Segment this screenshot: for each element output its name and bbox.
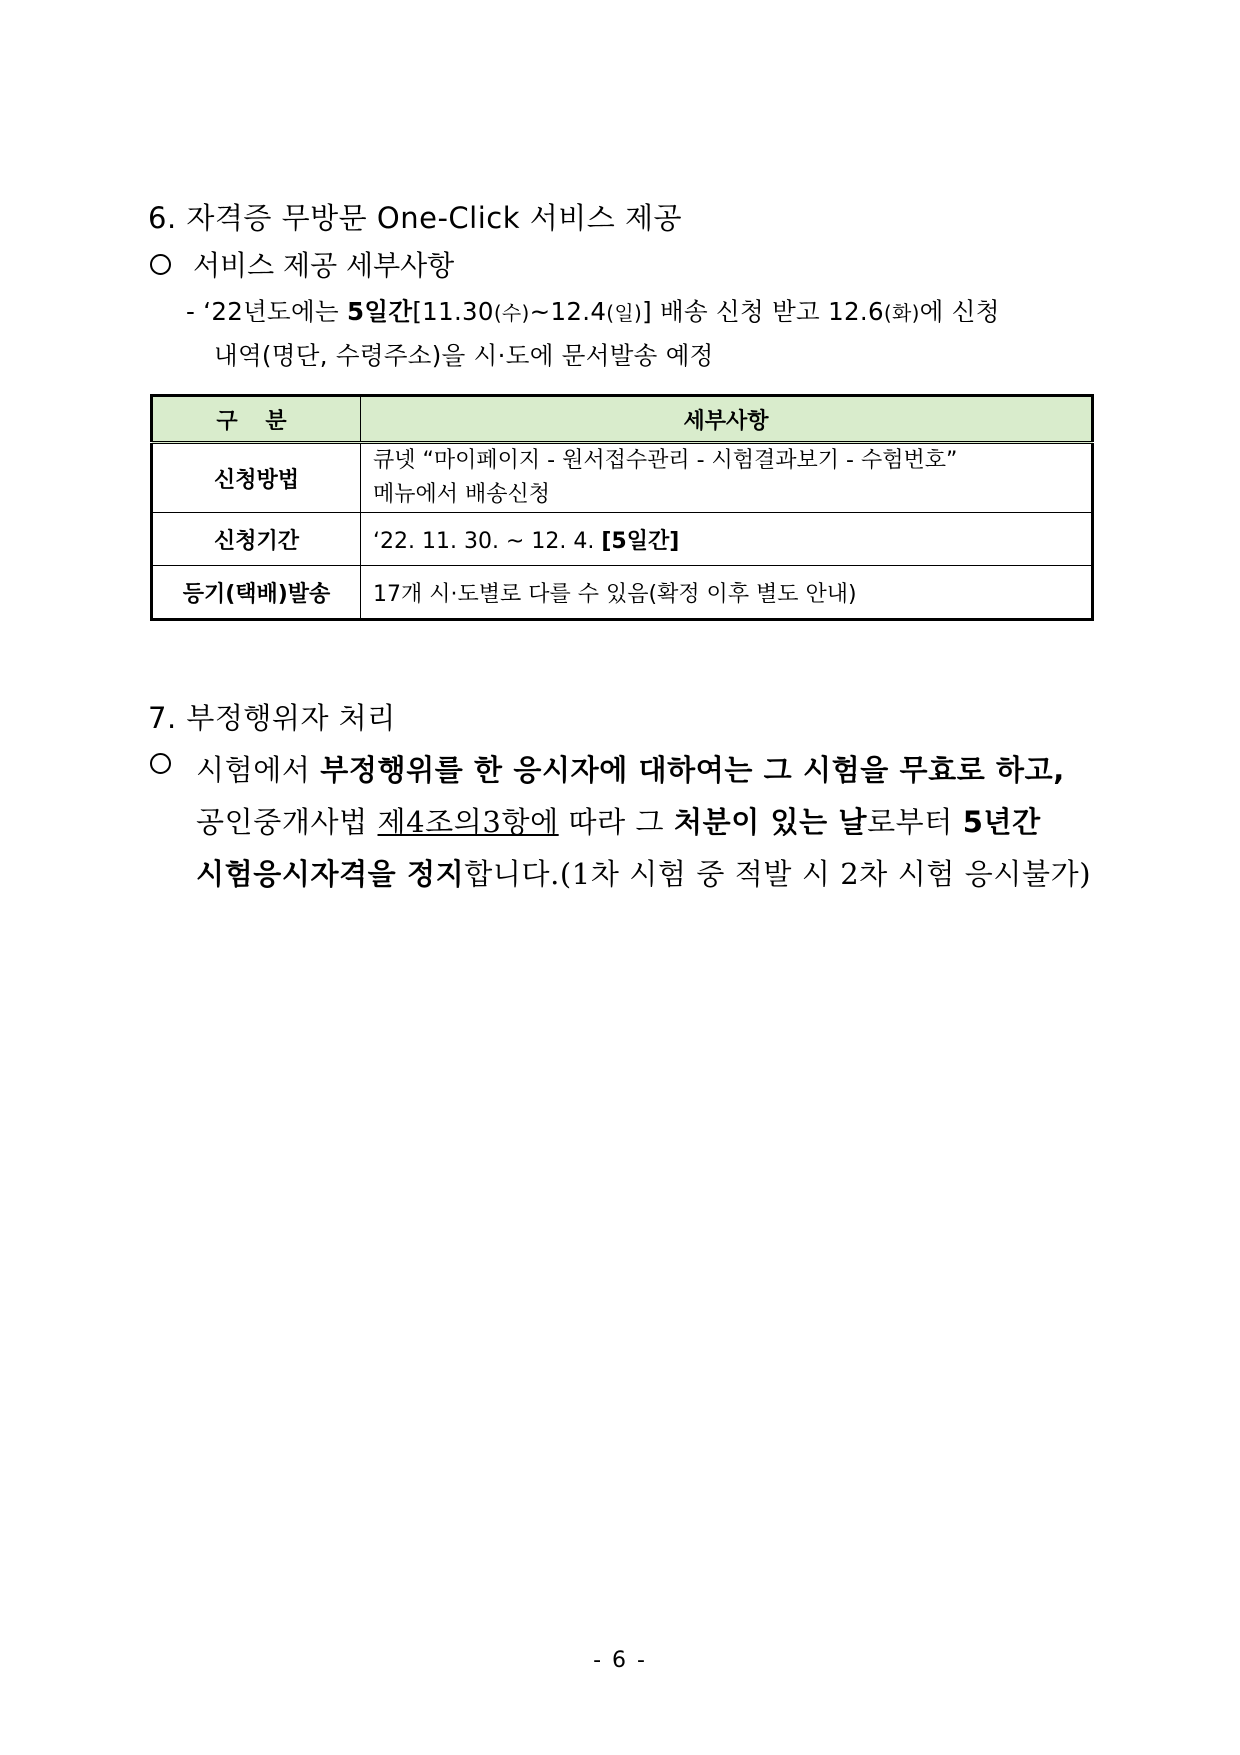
text-span: 따라 그 — [558, 805, 674, 839]
service-detail-table — [150, 394, 1094, 621]
row-label: 신청방법 — [152, 443, 361, 513]
table-row — [152, 443, 1093, 513]
bullet-text: 서비스 제공 세부사항 — [193, 249, 455, 282]
section-7-paragraph-line-3 — [196, 852, 1091, 893]
bold-span: 처분이 있는 날 — [673, 805, 868, 839]
row-value — [361, 513, 1093, 566]
section-7-paragraph-line-1 — [196, 748, 1065, 789]
bold-span: 5년간 — [962, 805, 1041, 839]
text-span: 시험에서 — [196, 753, 321, 787]
text-span: 에 신청 — [919, 297, 1000, 326]
row-label: 신청기간 — [152, 513, 361, 566]
section-7-paragraph-line-2 — [196, 800, 1041, 841]
row-label: 등기(택배)발송 — [152, 566, 361, 620]
value-text: ‘22. 11. 30. ~ 12. 4. — [373, 528, 602, 554]
text-span: - ‘22년도에는 — [186, 297, 348, 326]
section-6-title: 6. 자격증 무방문 One-Click 서비스 제공 — [148, 201, 683, 235]
section-6-detail-line-1 — [186, 293, 1000, 328]
text-span: ~12.4 — [529, 297, 607, 326]
section-6-detail-line-2: 내역(명단, 수령주소)을 시·도에 문서발송 예정 — [214, 341, 714, 370]
bold-span: 부정행위를 한 응시자에 대하여는 그 시험을 무효로 하고, — [320, 753, 1065, 787]
text-span: 로부터 — [867, 805, 963, 839]
table-header-row — [152, 396, 1093, 443]
table-row — [152, 513, 1093, 566]
section-7-title: 7. 부정행위자 처리 — [148, 701, 396, 735]
header-category: 구 분 — [152, 396, 361, 443]
bold-span: 5일간 — [347, 297, 413, 326]
text-span: ] 배송 신청 받고 12.6 — [642, 297, 884, 326]
small-span: (일) — [606, 301, 643, 325]
small-span: (화) — [883, 301, 920, 325]
text-span: [11.30 — [412, 297, 494, 326]
text-span: 공인중개사법 — [196, 805, 378, 839]
underlined-span: 제4조의3항에 — [377, 805, 559, 839]
circle-bullet-icon — [150, 753, 171, 774]
value-bold: [5일간] — [601, 528, 680, 554]
small-span: (수) — [493, 301, 530, 325]
value-line: 큐넷 “마이페이지 - 원서접수관리 - 시험결과보기 - 수험번호” — [373, 448, 958, 473]
section-6-bullet — [150, 244, 454, 284]
section-7-bullet — [150, 748, 193, 781]
circle-bullet-icon — [150, 254, 171, 275]
row-value: 17개 시·도별로 다를 수 있음(확정 이후 별도 안내) — [361, 566, 1093, 620]
row-value — [361, 443, 1093, 513]
bold-span: 시험응시자격을 정지 — [196, 857, 465, 891]
text-span: 합니다.(1차 시험 중 적발 시 2차 시험 응시불가) — [464, 857, 1092, 891]
value-line: 메뉴에서 배송신청 — [373, 482, 551, 507]
table-row — [152, 566, 1093, 620]
page-number: - 6 - — [593, 1648, 647, 1673]
header-details: 세부사항 — [361, 396, 1093, 443]
